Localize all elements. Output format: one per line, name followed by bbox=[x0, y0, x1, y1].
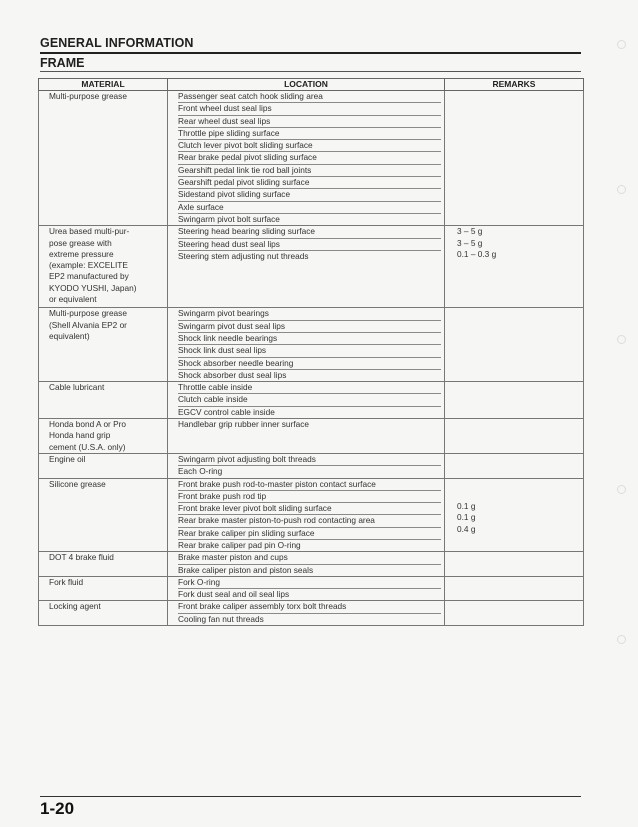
spacer-line bbox=[457, 193, 580, 204]
spacer-line bbox=[457, 552, 580, 563]
spacer-line bbox=[457, 601, 580, 612]
location-line: Shock absorber dust seal lips bbox=[178, 369, 287, 380]
spacer-line bbox=[457, 382, 580, 393]
spacer-line bbox=[457, 577, 580, 588]
spacer-line bbox=[49, 524, 164, 535]
location-line: Each O-ring bbox=[178, 466, 223, 477]
location-line: Steering head dust seal lips bbox=[178, 239, 441, 251]
location-line: Passenger seat catch hook sliding area bbox=[178, 91, 441, 103]
table-row bbox=[39, 419, 584, 454]
location-line: Steering head bearing sliding surface bbox=[178, 226, 441, 238]
binder-hole-mark bbox=[617, 40, 626, 49]
material-line: Multi-purpose grease bbox=[49, 91, 127, 101]
location-line: Shock link needle bearings bbox=[178, 333, 441, 345]
spacer-line bbox=[49, 170, 164, 181]
spacer-line bbox=[49, 490, 164, 501]
spacer-line bbox=[457, 442, 580, 453]
spacer-line bbox=[49, 193, 164, 204]
material-cell bbox=[39, 478, 168, 552]
table-row bbox=[39, 576, 584, 601]
spacer-line bbox=[49, 147, 164, 158]
location-line: Throttle pipe sliding surface bbox=[178, 128, 441, 140]
location-line: Front brake push rod tip bbox=[178, 491, 441, 503]
remarks-cell bbox=[445, 552, 584, 577]
material-line: Multi-purpose grease bbox=[49, 308, 127, 319]
column-header-location: LOCATION bbox=[168, 79, 445, 91]
spacer-line bbox=[49, 159, 164, 170]
location-line: Cooling fan nut threads bbox=[178, 613, 264, 624]
spacer-line bbox=[457, 365, 580, 376]
remarks-cell bbox=[445, 419, 584, 454]
location-line: Brake caliper piston and piston seals bbox=[178, 564, 314, 575]
location-line: Fork O-ring bbox=[178, 577, 441, 589]
spacer-line bbox=[49, 564, 164, 575]
table-row bbox=[39, 91, 584, 226]
material-cell bbox=[39, 601, 168, 626]
remarks-line: 3 – 5 g bbox=[457, 226, 483, 237]
location-line: Clutch cable inside bbox=[178, 394, 441, 406]
location-line: Rear brake caliper pad pin O-ring bbox=[178, 539, 301, 550]
material-cell bbox=[39, 226, 168, 308]
spacer-line bbox=[178, 442, 441, 453]
spacer-line bbox=[178, 430, 441, 441]
material-line: equivalent) bbox=[49, 330, 90, 341]
material-line: Fork fluid bbox=[49, 576, 84, 587]
remarks-line bbox=[457, 535, 580, 546]
material-cell bbox=[39, 576, 168, 601]
table-row bbox=[39, 552, 584, 577]
location-line: Swingarm pivot adjusting bolt threads bbox=[178, 454, 441, 466]
remarks-line: 3 – 5 g bbox=[457, 237, 483, 248]
subsection-rule bbox=[40, 71, 581, 72]
location-line: Front brake caliper assembly torx bolt threads bbox=[178, 601, 441, 613]
location-line: Swingarm pivot bearings bbox=[178, 308, 441, 320]
footer-rule bbox=[40, 796, 581, 797]
spacer-line bbox=[49, 465, 164, 476]
spacer-line bbox=[49, 405, 164, 416]
subsection-title: FRAME bbox=[40, 56, 85, 70]
spacer-line bbox=[49, 501, 164, 512]
table-row bbox=[39, 601, 584, 626]
location-cell bbox=[168, 382, 445, 419]
location-line: EGCV control cable inside bbox=[178, 406, 275, 417]
spacer-line bbox=[49, 114, 164, 125]
remarks-line bbox=[457, 479, 580, 490]
table-header-row bbox=[39, 79, 584, 91]
material-line: Urea based multi-pur- bbox=[49, 226, 130, 237]
remarks-cell bbox=[445, 478, 584, 552]
spacer-line bbox=[178, 273, 441, 284]
spacer-line bbox=[457, 102, 580, 113]
spacer-line bbox=[457, 320, 580, 331]
material-line: Honda hand grip bbox=[49, 430, 111, 441]
location-line: Sidestand pivot sliding surface bbox=[178, 189, 441, 201]
spacer-line bbox=[49, 102, 164, 113]
location-cell bbox=[168, 308, 445, 382]
spacer-line bbox=[49, 342, 164, 353]
column-header-material: MATERIAL bbox=[39, 79, 168, 91]
remarks-line: 0.1 g bbox=[457, 512, 476, 523]
spacer-line bbox=[49, 181, 164, 192]
location-line: Rear brake master piston-to-push rod contacting area bbox=[178, 515, 441, 527]
location-line: Brake master piston and cups bbox=[178, 552, 441, 564]
material-line: (Shell Alvania EP2 or bbox=[49, 319, 127, 330]
material-line: Cable lubricant bbox=[49, 382, 105, 393]
material-line: Engine oil bbox=[49, 453, 86, 464]
location-line: Throttle cable inside bbox=[178, 382, 441, 394]
location-line: Front brake push rod-to-master piston contact surface bbox=[178, 479, 441, 491]
spacer-line bbox=[457, 271, 580, 282]
location-cell bbox=[168, 453, 445, 478]
remarks-cell bbox=[445, 91, 584, 226]
remarks-cell bbox=[445, 226, 584, 308]
remarks-cell bbox=[445, 601, 584, 626]
remarks-cell bbox=[445, 308, 584, 382]
spacer-line bbox=[457, 342, 580, 353]
spacer-line bbox=[49, 512, 164, 523]
material-line: KYODO YUSHI, Japan) bbox=[49, 282, 137, 293]
remarks-cell bbox=[445, 453, 584, 478]
spacer-line bbox=[457, 260, 580, 271]
spacer-line bbox=[49, 136, 164, 147]
spacer-line bbox=[457, 613, 580, 624]
spacer-line bbox=[457, 283, 580, 294]
location-line: Swingarm pivot bolt surface bbox=[178, 213, 280, 224]
table-row bbox=[39, 226, 584, 308]
location-cell bbox=[168, 552, 445, 577]
location-cell bbox=[168, 478, 445, 552]
remarks-cell bbox=[445, 382, 584, 419]
spacer-line bbox=[457, 91, 580, 102]
spacer-line bbox=[457, 159, 580, 170]
location-line: Fork dust seal and oil seal lips bbox=[178, 589, 290, 600]
table-row bbox=[39, 382, 584, 419]
binder-hole-mark bbox=[617, 635, 626, 644]
location-line: Gearshift pedal pivot sliding surface bbox=[178, 177, 441, 189]
material-cell bbox=[39, 419, 168, 454]
spacer-line bbox=[457, 405, 580, 416]
spacer-line bbox=[49, 535, 164, 546]
material-cell bbox=[39, 382, 168, 419]
material-line: Honda bond A or Pro bbox=[49, 419, 127, 430]
material-cell bbox=[39, 552, 168, 577]
spacer-line bbox=[457, 181, 580, 192]
spacer-line bbox=[49, 393, 164, 404]
location-line: Rear brake pedal pivot sliding surface bbox=[178, 152, 441, 164]
lubrication-table bbox=[38, 78, 584, 626]
remarks-line bbox=[457, 490, 580, 501]
material-line: Silicone grease bbox=[49, 478, 106, 489]
spacer-line bbox=[49, 613, 164, 624]
material-line: pose grease with bbox=[49, 237, 112, 248]
page-number: 1-20 bbox=[40, 799, 75, 818]
spacer-line bbox=[457, 331, 580, 342]
location-line: Handlebar grip rubber inner surface bbox=[178, 419, 309, 430]
material-line: or equivalent bbox=[49, 294, 97, 305]
remarks-line: 0.4 g bbox=[457, 523, 476, 534]
location-cell bbox=[168, 576, 445, 601]
table-row bbox=[39, 453, 584, 478]
header-rule bbox=[40, 52, 581, 54]
spacer-line bbox=[178, 262, 441, 273]
spacer-line bbox=[178, 285, 441, 296]
location-line: Rear wheel dust seal lips bbox=[178, 116, 441, 128]
material-line: cement (U.S.A. only) bbox=[49, 441, 126, 452]
location-line: Gearshift pedal link tie rod ball joints bbox=[178, 165, 441, 177]
spacer-line bbox=[457, 114, 580, 125]
material-line: DOT 4 brake fluid bbox=[49, 552, 114, 563]
spacer-line bbox=[49, 354, 164, 365]
spacer-line bbox=[457, 354, 580, 365]
material-cell bbox=[39, 453, 168, 478]
spacer-line bbox=[457, 454, 580, 465]
location-line: Axle surface bbox=[178, 202, 441, 214]
table-body bbox=[39, 91, 584, 626]
spacer-line bbox=[457, 204, 580, 215]
material-line: Locking agent bbox=[49, 601, 101, 612]
spacer-line bbox=[457, 136, 580, 147]
location-line: Clutch lever pivot bolt sliding surface bbox=[178, 140, 441, 152]
spacer-line bbox=[457, 170, 580, 181]
location-line: Shock absorber needle bearing bbox=[178, 358, 441, 370]
binder-hole-mark bbox=[617, 185, 626, 194]
spacer-line bbox=[49, 204, 164, 215]
remarks-line: 0.1 g bbox=[457, 501, 476, 512]
spacer-line bbox=[457, 393, 580, 404]
spacer-line bbox=[457, 588, 580, 599]
location-cell bbox=[168, 226, 445, 308]
spacer-line bbox=[49, 365, 164, 376]
remarks-line: 0.1 – 0.3 g bbox=[457, 248, 497, 259]
location-cell bbox=[168, 419, 445, 454]
location-line: Steering stem adjusting nut threads bbox=[178, 250, 309, 261]
location-line: Rear brake caliper pin sliding surface bbox=[178, 528, 441, 540]
binder-hole-mark bbox=[617, 485, 626, 494]
remarks-cell bbox=[445, 576, 584, 601]
location-cell bbox=[168, 601, 445, 626]
table-row bbox=[39, 308, 584, 382]
spacer-line bbox=[457, 147, 580, 158]
spacer-line bbox=[457, 430, 580, 441]
column-header-remarks: REMARKS bbox=[445, 79, 584, 91]
spacer-line bbox=[49, 588, 164, 599]
material-line: EP2 manufactured by bbox=[49, 271, 129, 282]
location-line: Shock link dust seal lips bbox=[178, 345, 441, 357]
location-cell bbox=[168, 91, 445, 226]
spacer-line bbox=[457, 308, 580, 319]
spacer-line bbox=[49, 125, 164, 136]
section-title: GENERAL INFORMATION bbox=[40, 36, 194, 50]
spacer-line bbox=[457, 465, 580, 476]
table-row bbox=[39, 478, 584, 552]
location-line: Swingarm pivot dust seal lips bbox=[178, 321, 441, 333]
material-cell bbox=[39, 91, 168, 226]
material-line: extreme pressure bbox=[49, 248, 114, 259]
material-line: (example: EXCELITE bbox=[49, 260, 128, 271]
material-cell bbox=[39, 308, 168, 382]
binder-hole-mark bbox=[617, 335, 626, 344]
spacer-line bbox=[178, 296, 441, 307]
location-line: Front brake lever pivot bolt sliding surface bbox=[178, 503, 441, 515]
location-line: Front wheel dust seal lips bbox=[178, 103, 441, 115]
spacer-line bbox=[457, 294, 580, 305]
spacer-line bbox=[457, 564, 580, 575]
spacer-line bbox=[457, 125, 580, 136]
spacer-line bbox=[457, 419, 580, 430]
